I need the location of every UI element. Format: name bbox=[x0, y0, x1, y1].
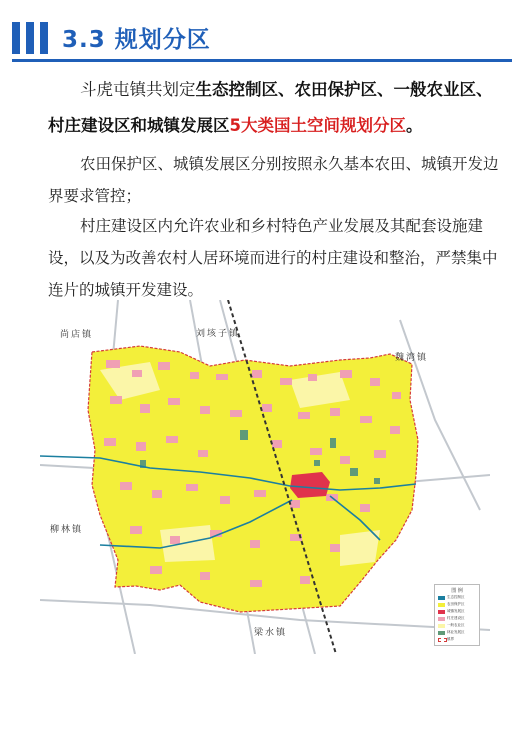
section-title: 3.3 规划分区 bbox=[62, 27, 211, 53]
legend-item bbox=[438, 616, 478, 622]
legend-title: 图 例 bbox=[451, 588, 463, 594]
legend-item bbox=[438, 637, 478, 643]
place-south: 梁水镇 bbox=[254, 628, 288, 638]
place-north-mid: 刘垓子镇 bbox=[196, 329, 241, 339]
village-paragraph bbox=[48, 210, 500, 306]
legend-label: 生态控制区 bbox=[447, 595, 465, 599]
legend-item bbox=[438, 602, 478, 608]
legend-swatch bbox=[438, 596, 445, 600]
legend-label: 林业发展区 bbox=[447, 630, 465, 634]
legend-label: 一般农业区 bbox=[447, 623, 465, 627]
intro-paragraph bbox=[48, 72, 500, 144]
place-east: 魏湾镇 bbox=[395, 353, 429, 363]
legend-item bbox=[438, 630, 478, 636]
legend-label: 城镇发展区 bbox=[447, 609, 465, 613]
control-text: 农田保护区、城镇发展区分别按照永久基本农田、城镇开发边界要求管控； bbox=[48, 155, 499, 205]
control-paragraph bbox=[48, 148, 500, 212]
legend-swatch bbox=[438, 610, 445, 614]
legend-item bbox=[438, 595, 478, 601]
village-text: 村庄建设区内允许农业和乡村特色产业发展及其配套设施建设，以及为改善农村人居环境而进行的村庄建设和整治，严禁集中连片的城镇开发建设。 bbox=[48, 217, 498, 299]
legend-swatch bbox=[438, 603, 445, 607]
legend-item bbox=[438, 609, 478, 615]
legend-swatch bbox=[438, 631, 445, 635]
place-north-left: 尚店镇 bbox=[60, 330, 94, 340]
legend-swatch bbox=[438, 617, 445, 621]
intro-prefix: 斗虎屯镇共划定 bbox=[80, 80, 196, 99]
map-legend bbox=[434, 584, 480, 646]
legend-label: 镇界 bbox=[447, 637, 454, 641]
section-bars-icon bbox=[12, 22, 56, 54]
legend-swatch bbox=[438, 638, 447, 642]
town-area bbox=[290, 472, 330, 498]
place-west: 柳林镇 bbox=[50, 525, 84, 535]
section-header bbox=[0, 0, 525, 70]
legend-label: 村庄建设区 bbox=[447, 616, 465, 620]
legend-item bbox=[438, 623, 478, 629]
legend-swatch bbox=[438, 624, 445, 628]
intro-suffix: 。 bbox=[405, 116, 423, 135]
header-divider bbox=[12, 59, 512, 62]
intro-zones: 生态控制区、农田保护区、一般农业区、村庄建设区和城镇发展区 bbox=[48, 80, 493, 135]
intro-zone-count: 5大类国土空间规划分区 bbox=[229, 116, 406, 135]
legend-label: 农田保护区 bbox=[447, 602, 465, 606]
